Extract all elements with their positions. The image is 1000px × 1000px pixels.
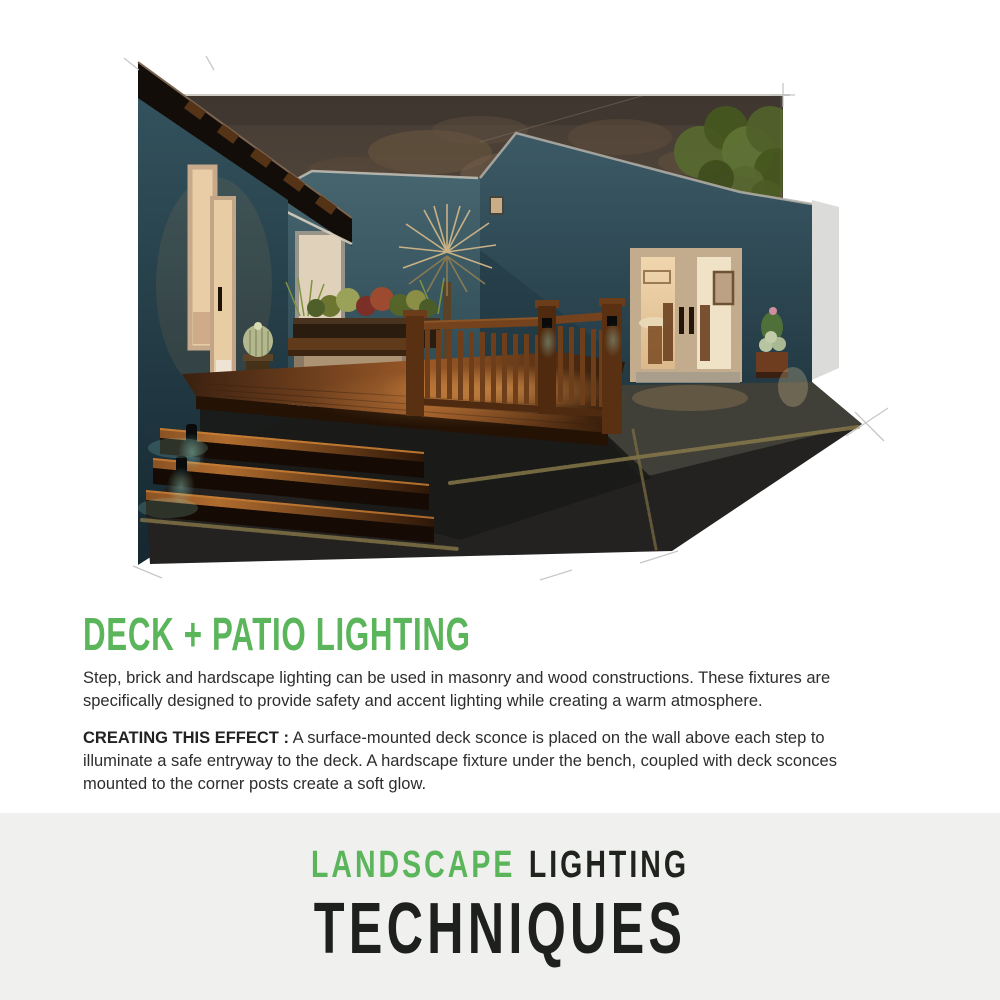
brand-word-landscape: LANDSCAPE [310,844,516,886]
picture-frame [714,272,733,304]
footer-brand [0,813,1000,1000]
door-handle [689,307,694,334]
brand-word-lighting: LIGHTING [528,844,689,886]
glass-door [212,198,234,385]
french-doors [630,248,742,383]
brand-line [125,846,875,884]
wall-cut-edge [812,200,839,380]
text-section [0,600,1000,813]
effect-text: A surface-mounted deck sconce is placed on the wall above each step to illuminate a safe entryway to the deck. A hardscape fixture under the bench, coupled with deck sconces mounted to the corner posts create a soft glow. [83,729,837,793]
section-heading: DECK + PATIO LIGHTING [83,608,471,660]
door-threshold [636,372,740,383]
effect-label: CREATING THIS EFFECT : [83,729,289,747]
cactus-flower [769,307,777,315]
door-light-pool [632,385,748,411]
intro-paragraph: Step, brick and hardscape lighting can be used in masonry and wood constructions. These fixtures are specifically designed to provide safety and accent lighting while creating a warm atmosphere. [83,669,831,710]
effect-paragraph [83,727,891,796]
door-pull-handle [218,287,222,311]
door-handle [679,307,684,334]
right-building [480,133,839,390]
brand-title: TECHNIQUES [313,889,687,969]
attic-window [490,197,503,214]
